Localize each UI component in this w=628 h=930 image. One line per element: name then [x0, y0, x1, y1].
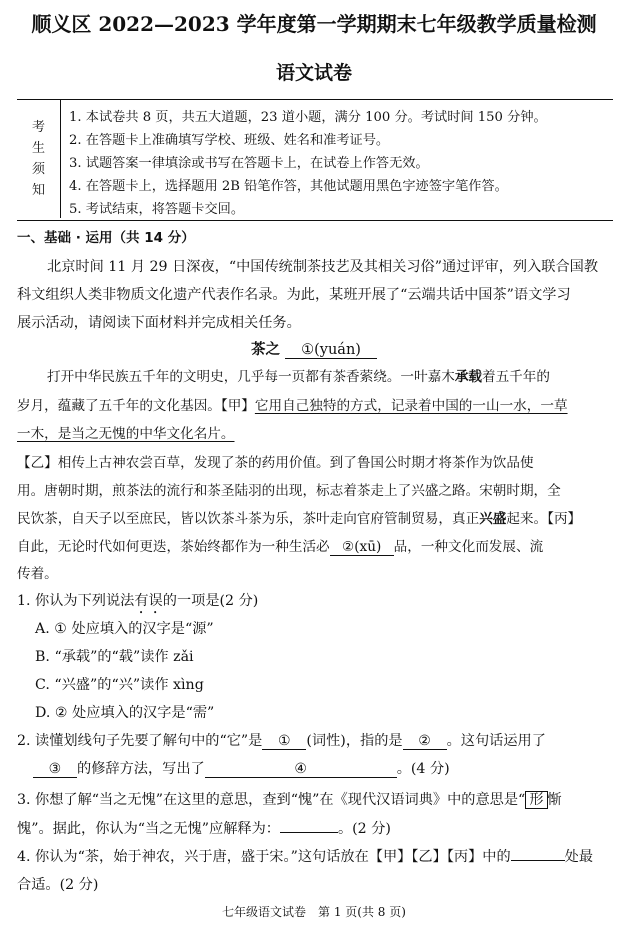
question-4-line: 合适。(2 分) — [17, 877, 99, 893]
option-d: D. ② 处应填入的汉字是“需” — [35, 705, 215, 721]
text-span: 惭 — [547, 792, 562, 808]
text-span: 岁月，蕴藏了五千年的文化基因。【甲】 — [17, 398, 255, 414]
question-2-line — [17, 730, 546, 750]
passage-title — [0, 338, 628, 359]
underlined-sentence: 一木，是当之无愧的中华文化名片。 — [17, 426, 235, 442]
text-span: 着五千年的 — [482, 369, 550, 385]
exam-title: 顺义区 2022—2023 学年度第一学期期末七年级教学质量检测 — [31, 12, 597, 36]
blank-2: ② — [403, 733, 447, 750]
intro-line: 科文组织人类非物质文化遗产代表作名录。为此，某班开展了“云端共话中国茶”语文学习 — [17, 287, 571, 303]
option-c: C. “兴盛”的“兴”读作 xìng — [35, 677, 204, 693]
blank-1: ① — [262, 733, 306, 750]
para2-line: 用。唐朝时期，煎茶法的流行和茶圣陆羽的出现，标志着茶走上了兴盛之路。宋朝时期，全 — [17, 483, 561, 499]
text-span: 民饮茶，自天子以至庶民，皆以饮茶斗茶为乐，茶叶走向官府管制贸易，真正 — [17, 511, 480, 527]
notice-box — [17, 99, 613, 221]
question-3-line — [17, 818, 391, 838]
notice-side-char: 考 — [31, 120, 45, 135]
boxed-char: 形 — [525, 791, 547, 809]
blank-4: ④ — [205, 761, 397, 778]
notice-item: 4. 在答题卡上，选择题用 2B 铅笔作答，其他试题用黑色字迹签字笔作答。 — [69, 179, 508, 194]
text-span: 品，一种文化而发展、流 — [393, 539, 544, 555]
notice-side-char: 知 — [31, 183, 45, 198]
notice-item: 2. 在答题卡上准确填写学校、班级、姓名和准考证号。 — [69, 133, 390, 148]
notice-item: 5. 考试结束，将答题卡交回。 — [69, 202, 245, 217]
text-span: 愧”。据此，你认为“当之无愧”应解释为： — [17, 821, 280, 837]
intro-line: 北京时间 11 月 29 日深夜，“中国传统制茶技艺及其相关习俗”通过评审，列入联合国教 — [47, 259, 599, 275]
option-b: B. “承载”的“载”读作 zǎi — [35, 649, 194, 665]
text-span: 2. 读懂划线句子先要了解句中的“它”是 — [17, 733, 263, 749]
option-a: A. ① 处应填入的汉字是“源” — [35, 621, 214, 637]
blank-2: ②(xū) — [330, 539, 394, 556]
exam-subtitle: 语文试卷 — [275, 62, 352, 84]
text-span: 打开中华民族五千年的文明史，几乎每一页都有茶香萦绕。一叶嘉木 — [47, 369, 455, 385]
text-span: 的修辞方法，写出了 — [77, 761, 205, 777]
page-footer: 七年级语文试卷 第 1 页(共 8 页) — [222, 905, 406, 919]
para2-line — [17, 535, 543, 556]
question-2-line — [33, 758, 450, 778]
text-span: 起来。【丙】 — [506, 511, 582, 527]
passage-title-prefix: 茶之 — [250, 341, 280, 358]
notice-side-label — [17, 100, 61, 218]
question-1-stem — [17, 590, 258, 617]
section-heading: 一、基础 · 运用（共 14 分） — [17, 230, 195, 246]
intro-line: 展示活动，请阅读下面材料并完成相关任务。 — [17, 315, 301, 331]
para2-line: 传着。 — [17, 566, 58, 582]
text-span: 自此，无论时代如何更迭，茶始终都作为一种生活必 — [17, 539, 330, 555]
underlined-sentence: 它用自己独特的方式，记录着中国的一山一水，一草 — [254, 398, 568, 414]
text-span: 。(2 分) — [337, 821, 391, 837]
passage-title-blank: ①(yuán) — [285, 342, 377, 359]
para1-line — [47, 365, 550, 385]
text-span: 处最 — [564, 849, 594, 865]
question-3-line — [17, 789, 562, 809]
bold-word: 承载 — [454, 369, 482, 385]
question-4-line — [17, 846, 593, 866]
text-span: (词性)，指的是 — [306, 733, 403, 749]
notice-item: 3. 试题答案一律填涂或书写在答题卡上，在试卷上作答无效。 — [69, 156, 429, 171]
text-span: 的一项是(2 分) — [162, 593, 259, 609]
text-span: 4. 你认为“茶，始于神农，兴于唐，盛于宋。”这句话放在【甲】【乙】【丙】中的 — [17, 849, 511, 865]
blank-3: ③ — [33, 761, 77, 778]
para1-line — [17, 394, 568, 414]
dotted-word: 有误 — [134, 593, 163, 609]
text-span: 。这句话运用了 — [446, 733, 546, 749]
bold-word: 兴盛 — [479, 511, 507, 527]
para2-line: 【乙】相传上古神农尝百草，发现了茶的药用价值。到了鲁国公时期才将茶作为饮品使 — [17, 455, 534, 471]
text-span: 3. 你想了解“当之无愧”在这里的意思，查到“愧”在《现代汉语词典》中的意思是“ — [17, 792, 526, 808]
para2-line — [17, 507, 581, 527]
notice-item: 1. 本试卷共 8 页，共五大道题，23 道小题，满分 100 分。考试时间 150 分钟。 — [69, 110, 547, 125]
text-span: 1. 你认为下列说法 — [17, 593, 135, 609]
notice-side-char: 生 — [31, 141, 45, 156]
notice-side-char: 须 — [31, 162, 45, 177]
text-span: 。(4 分) — [396, 761, 450, 777]
